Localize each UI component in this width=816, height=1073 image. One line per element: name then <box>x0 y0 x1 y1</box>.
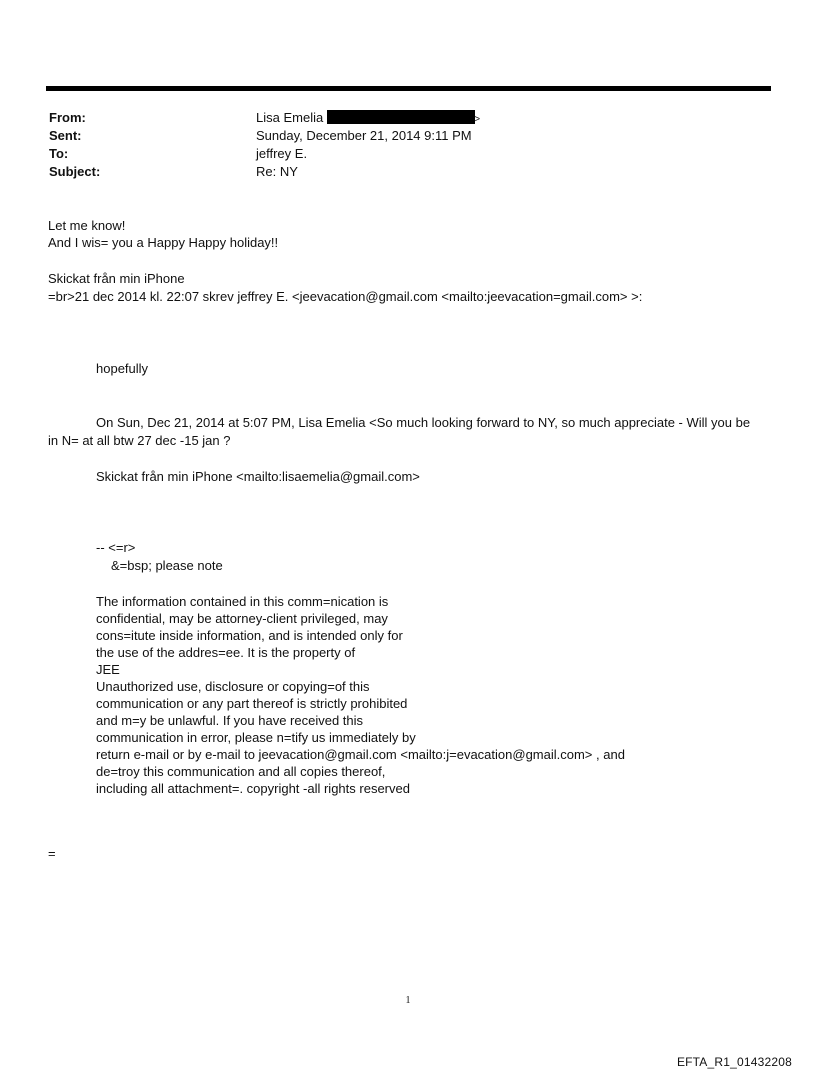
disclaimer-line: including all attachment=. copyright -all rights reserved <box>96 781 410 796</box>
equals-line: = <box>48 846 56 861</box>
disclaimer-line: and m=y be unlawful. If you have received this <box>96 713 364 728</box>
body-line-2: And I wis= you a Happy Happy holiday!! <box>48 235 279 250</box>
hopefully-line: hopefully <box>96 361 149 376</box>
disclaimer-line: the use of the addres=ee. It is the property of <box>96 645 356 660</box>
to-value: jeffrey E. <box>256 146 308 161</box>
body-line-1: Let me know! <box>48 218 126 233</box>
top-rule <box>46 86 771 91</box>
dash-line: -- <=r> <box>96 540 136 555</box>
disclaimer-line: confidential, may be attorney-client privileged, may <box>96 611 388 626</box>
from-row <box>49 109 749 127</box>
disclaimer-line: cons=itute inside information, and is intended only for <box>96 628 403 643</box>
from-tail: > <box>474 114 481 125</box>
email-header <box>49 109 749 181</box>
sent-row <box>49 127 749 145</box>
sent-label: Sent: <box>49 128 82 143</box>
on-sun-line-2: in N= at all btw 27 dec -15 jan ? <box>48 433 231 448</box>
redaction-bar <box>327 110 475 124</box>
disclaimer-line: communication or any part thereof is strictly prohibited <box>96 696 408 711</box>
signature-2: Skickat från min iPhone <mailto:lisaemelia@gmail.com> <box>96 469 420 484</box>
disclaimer-line: communication in error, please n=tify us immediately by <box>96 730 416 745</box>
on-sun-line-1: On Sun, Dec 21, 2014 at 5:07 PM, Lisa Emelia <So much looking forward to NY, so much appreciate - Will you be <box>96 415 751 430</box>
to-label: To: <box>49 146 69 161</box>
disclaimer-line: The information contained in this comm=nication is <box>96 594 389 609</box>
subject-label: Subject: <box>49 164 101 179</box>
bsp-line: &=bsp; please note <box>111 558 223 573</box>
subject-row <box>49 163 749 181</box>
signature-1: Skickat från min iPhone <box>48 271 185 286</box>
bates-number: EFTA_R1_01432208 <box>676 1055 792 1069</box>
sent-value: Sunday, December 21, 2014 9:11 PM <box>256 128 472 143</box>
from-name: Lisa Emelia <box>256 110 324 125</box>
from-value <box>256 109 480 129</box>
to-row <box>49 145 749 163</box>
disclaimer-line: de=troy this communication and all copies thereof, <box>96 764 386 779</box>
quote-header: =br>21 dec 2014 kl. 22:07 skrev jeffrey E. <jeevacation@gmail.com <mailto:jeevacation=gmail.com> >: <box>48 289 643 304</box>
from-label: From: <box>49 110 86 125</box>
page-number: 1 <box>405 995 411 1006</box>
disclaimer-line: Unauthorized use, disclosure or copying=of this <box>96 679 370 694</box>
disclaimer-block <box>96 593 625 797</box>
subject-value: Re: NY <box>256 164 298 179</box>
disclaimer-line: return e-mail or by e-mail to jeevacation@gmail.com <mailto:j=evacation@gmail.com> , and <box>96 747 625 762</box>
disclaimer-line: JEE <box>96 662 120 677</box>
